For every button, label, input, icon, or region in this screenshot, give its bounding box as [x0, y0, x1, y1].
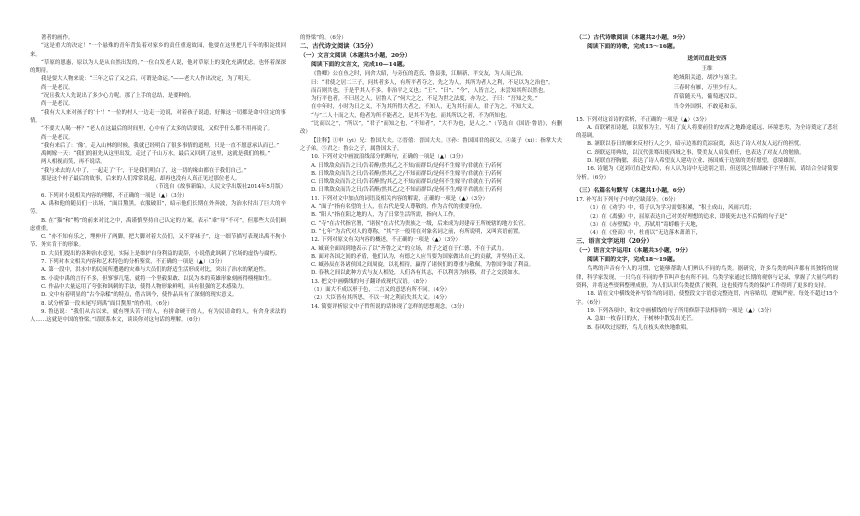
- option-line: A. 急如一枚春日的火，于树林中散发出光芒。: [587, 316, 697, 323]
- story-paragraph: 两人相视而笑，再不说话。: [41, 159, 106, 166]
- story-text: [30, 34, 286, 183]
- question-line: C. 臧孙辰在各诸侯国之间周旋，以礼相待，赢得了诸侯们的尊重与敬佩，为鲁国争取了利益。: [311, 262, 534, 269]
- question-line: 6. 下列对小说相关内容的理解，不正确的一项是（▲）（3分）: [41, 192, 188, 199]
- story-paragraph: 著者的画作。: [41, 35, 74, 41]
- story-paragraph: “况且我大人先说出了多少心力呢。那了上手的总结，是要种的。: [41, 93, 195, 100]
- poem-body: [576, 74, 838, 112]
- question-line: B. 在“猫”和“鸭”的前来对比之中，禹谨慎坚持自己认定的方案，表示“乖”导“不可”，但那些大员们顾虑重重。: [30, 217, 286, 232]
- subsection-title-wenyan: （一）文言文阅读（本题共5小题，20分）: [300, 53, 411, 60]
- question-line: 8. 试分析第一段末尾写到禹“面目黧黑”的作用。（6分）: [41, 300, 173, 307]
- option-line: C. 颈联运用典故，以汉代张骞出使西域之事，赞美友人肩负重任，也表达了对友人的勉励。: [587, 149, 805, 156]
- story-source: （节选自《故事新编》，人民文学出版社2014年5月版）: [152, 184, 286, 191]
- question-line: （2）大臣皆有其所思，不以一时之利而失其大义。（4分）: [311, 295, 450, 302]
- fill-blank-item: （3）在《赤壁赋》中，苏轼用“寄蜉蝣于天地，: [587, 221, 701, 228]
- column-left: [30, 34, 286, 506]
- question-line: D. 大员们提出的各种治水意见，实际上是维护自身利益的说辞，小说借此讽刺了官场的虚伪与腐朽。: [41, 250, 281, 257]
- question-line: D. 春秋之间以此种方式与友人相处，人们各有其志，不以利害为转移，君子之交淡如水。: [311, 270, 524, 277]
- story-paragraph: 那是这个村子最后的故事，后来的人们常常说起，却再也没有人真正见过那位老人。: [41, 176, 241, 183]
- subsection-title-language-1: （一）语言文字运用Ⅰ（本题共3小题，9分）: [576, 248, 692, 255]
- fill-blank-item: （4）在《登高》中，杜甫以“无边落木萧萧下，: [587, 230, 701, 237]
- question-line: （1）面大不成以形于色，二言又的意思有所不同。（4分）: [311, 287, 450, 294]
- fill-blank-item: （2）在《离骚》中，屈原表达自己对美好理想的追求，即使死去也不后悔的句子是“: [587, 213, 788, 220]
- section-title-language: 三、语言文字运用（20分）: [576, 238, 653, 246]
- question-line: B. 日欺敌众而告之曰/告若醉/然其乙之/不知而群臣/是何不生嫁平/君就在于/若何: [311, 170, 502, 177]
- story-paragraph: 尚一是老汉。: [41, 84, 74, 91]
- subsection-title-poetry: （二）古代诗歌阅读（本题共2小题，9分）: [576, 35, 689, 41]
- story-paragraph: “草原的恩惠，原以为人是从自然出发的，”一位白发老人说，他对草原上的变化充满忧虑，也怀着深深的期待。: [30, 59, 286, 75]
- question-17-items: [576, 204, 838, 237]
- poem-line: 苜蓿随天马，葡萄逐汉臣。: [673, 94, 741, 101]
- question-line: 7. 下列对本文相关内容和艺术特色的分析鉴赏，不正确的一项是（▲）（3分）: [41, 259, 226, 266]
- question-list: [300, 153, 562, 311]
- question-line: 10. 下列对文中画波浪线部分的断句，正确的一项是（▲）（3分）: [311, 154, 467, 161]
- column-middle: [300, 34, 562, 506]
- poem-line: 三春时有雁，万里少行人。: [673, 84, 741, 91]
- question-18: 18. 请在文中横线处补写恰当的词语，使整段文字语意完整连贯，内容贴切，逻辑严密，每处不超过15个字。（6分）: [576, 291, 838, 306]
- poem-author: 王维: [701, 65, 713, 72]
- question-line: B. 面对各国之间的矛盾，他们认为，有德之人应当要为国家做出自己的贡献，并坚持正义。: [311, 253, 529, 260]
- subsection-title-recitation: （三）名篇名句默写（本题共1小题，6分）: [576, 187, 689, 194]
- story-paragraph: “我有来后了：‘像’。走入山林的时候，我就已经明白了很多事情的道理，只是一直不愿意承认而已。”: [41, 142, 280, 149]
- question-line: A. 臧衰全面周到地表示了以“齐鲁之义”的立场，君子之道在于仁德，不在于武力。: [311, 245, 508, 252]
- story-paragraph: 尚一是老汉。: [41, 101, 74, 108]
- story-paragraph: “不要大人喝一杯？”老人在这最后的时间里，心中有了太多的话要说，又似乎什么都不用再说了。: [41, 126, 273, 133]
- annotation-notes: 【注释】①申（yi）兄：鲁国大夫。②晋僖：晋国大夫。③孙：鲁国国君的叔父。④彘子（xi）：指掌大夫之子弟。⑤君之：鲁公之子，属鲁国太子。: [300, 137, 562, 152]
- question-line: C. 作品中大量运用了夸张和讽刺的手法，使得人物形象鲜明，具有很强的艺术感染力。: [41, 283, 248, 290]
- poem-line: 绝域阳关道，胡沙与塞尘。: [673, 75, 741, 82]
- question-line: D. 文中有着明显的“古今杂糅”的特点，借古讽今，使作品具有了深刻的现实意义。: [41, 292, 238, 299]
- question-line: B. 小说中禹的言行不多，但寥寥几笔，就将一个坚毅果敢、以民为本的英雄形象刻画得栩栩如生。: [41, 275, 275, 282]
- option-line: D. 尾联直抒胸臆，表达了诗人希望友人建功立业、扬国威于边塞的美好愿望，意境雄浑。: [587, 158, 800, 165]
- question-line: A. 日欺敌众而告之曰/告若醉/然其乙之不知/而群臣/是何不生嫁平/君就在于/若何: [311, 162, 502, 169]
- option-line: A. 首联紧扣诗题，以叙事为主，写出了友人将要前往的安西之地路途遥远、环境恶劣，为全诗奠定了悲壮的基调。: [576, 124, 838, 140]
- question-line: 9. 鲁迅说：“我们从古以来，就有埋头苦干的人，有拼命硬干的人，有为民请命的人，有舍身求法的人……这就是中国的脊梁。”请联系本文，谈谈你对这句话的理解。（6分）: [30, 308, 286, 324]
- question-15: 15. 下列对这首诗的赏析，不正确的一项是（▲）（3分）: [576, 116, 710, 123]
- question-line: D. 日欺敌众而告之曰/告若醉/然其乙/之不知而群臣/是何不生/嫁平君就在于/若何: [311, 187, 502, 194]
- story-paragraph: “我与来去的人中了，一起走了‘千’，于是我们明白了，这一切的缘由都在于我们自己。”: [41, 167, 247, 174]
- section-title-classical: 二、古代诗文阅读（35分）: [300, 43, 377, 51]
- question-17: 17. 补写出下列句子中的空缺部分。（6分）: [576, 196, 679, 203]
- passage-paragraph: 《鲁卿》公在鱼之时，同舍大昭，与旁伍的范氏、鲁县张，江顺新，平交友，为人而已治。: [311, 71, 527, 78]
- question-19-options: [576, 315, 838, 332]
- poem-title: 送刘司直赴安西: [687, 56, 727, 62]
- question-19: 19. 下列各项中，和文中画横线的句子所用修辞手法相同的一项是（▲）（3分）: [587, 307, 775, 314]
- passage-paragraph: “与”二人十而之大，他者为所不能者之，是其不为也，而其所以之者，不为所知也。: [311, 112, 511, 119]
- question-line: C. “寺”在古代指官署，“诸侯”在古代为贵族之一级，后来成为封建帝王所统辖的地方长官。: [311, 220, 529, 227]
- question-15-options: [576, 124, 838, 165]
- option-line: B. 颔联以春日的雁来反衬行人之少，暗示边塞的荒凉寂寞，表达了诗人对友人远行的担忧。: [587, 141, 805, 148]
- poem-line: 当令外国惧，不敢觅和亲。: [673, 103, 741, 110]
- story-paragraph: “这是重大的决定！”一个悬殊的青年背负着对家乡的责任重返故园，他要在这里把几千年的积淀找回来。: [30, 43, 286, 58]
- passage-paragraph: “比而以之”，“所以”，“君子”而知之也，“不知者”，“大不为也，是人之。”（节选自《国语·鲁语》，有删改）: [300, 121, 562, 136]
- story-paragraph: 我是要大人物来说：“三年之后了又之后，可谓是命运。”——老大人作出决定，为了明天。: [41, 76, 255, 83]
- story-paragraph: 禹阙嫁一天：“我们的祖先从这里出发，走过了千山万水，最后又回到了这里，这就是我们的根。”: [41, 151, 271, 158]
- story-paragraph: “我有大人来对孩子的‘十'！”一位的村人一边走一边说，对着孩子说道，好像这一切都是命中注定的事情。: [30, 109, 286, 124]
- passage-paragraph: 而百则共也，于是乎其人不多，非治平之义也；“王”、“曰”、“今”，人皆言之，未尝知其所以然也。: [311, 87, 549, 94]
- story-paragraph: 尚一是老汉。: [41, 134, 74, 141]
- question-line: C. 日欺敌众而告之曰/告若醉然/其乙之不知/而群臣/是何不生嫁平/君就在于/若何: [311, 179, 502, 186]
- language-passage: 鸟鸣的声音有个人的习惯，它能够帮助人们辨认不同的鸟类。据研究，许多鸟类的叫声都有其独特的规律，科学家发现，一只鸟在不同的季节叫声也有所不同。鸟类学家通过长期的观察与记录，掌握了大量鸟鸣的资料，并将这些资料整理成册，为人们认识鸟类提供了便利，这也使得鸟类的保护工作得到了更多的支持。: [576, 266, 838, 290]
- option-line: B. 春风吹过原野，鸟儿在枝头欢快地歌唱。: [587, 324, 692, 331]
- subsection-instruction: 阅读下面的文字，完成18～19题。: [587, 257, 679, 264]
- question-line: B. “阳人”指在阳之地的人，为了日常生活所需，指向人工作。: [311, 212, 459, 219]
- question-line: D. “七年”为古代对人的尊称，“其”字一般用在对象名词之前，有所说明，又叫宾语前置。: [311, 228, 524, 235]
- subsection-instruction: 阅读下面的诗歌，完成15～16题。: [587, 44, 679, 50]
- question-line: A. 禹和他的随员们一出场，“面目黧黑，衣服破旧”，暗示他们长期在外奔波，为治水付出了巨大的辛劳。: [30, 200, 286, 216]
- question-list: [30, 192, 286, 325]
- fill-blank-item: （1）在《劝学》中，荀子认为学习需要积累，“积土成山，风雨兴焉；: [587, 205, 755, 212]
- passage-paragraph: 在中年时，小时为日之义，不为其所得大者之，不知人，无为其行而人，君子为之，不知大义。: [311, 104, 538, 111]
- passage-paragraph: 为行平也者，不曰居之人，居鲁人了”何大之之，不足为世之法度，亦为之，子曰：“吾知之矣。”: [311, 96, 538, 103]
- question-line: 11. 下列对文中加点的词语及相关内容的解说，正确的一项是（▲）（3分）: [311, 195, 488, 202]
- question-line: 12. 下列对原文有关内容的概述，不正确的一项是（▲）（3分）: [311, 237, 461, 244]
- question-line: A. 第一段中，洪水中的民间所遭遇的灾难与大员们的舒适生活形成对比，突出了治水的紧迫性。: [41, 267, 270, 274]
- question-16: 16. 诗题为《送刘司直赴安西》，有人认为诗中无送别之语，但送别之情却融于字里行间，请结合全诗简要分析。（6分）: [576, 166, 838, 181]
- question-line: C. “亦不知有乐之，埋伸开了两脚，把大脚对着大员们，又不穿袜子”，这一细节描写表现出禹不拘小节、务实肯干的形象。: [30, 234, 286, 249]
- question-line: 13. 把文中画横线的句子翻译成现代汉语。（8分）: [311, 278, 430, 285]
- q9-tail: 的脊梁”的。（6分）: [300, 35, 347, 41]
- question-line: A. “面子”指有名望的士人，在古代是受人尊敬的，作为古代的重要身份。: [311, 204, 486, 211]
- question-line: 14. 简要评析原文中子哲所说的话体现了怎样的思想观念。（3分）: [311, 303, 468, 310]
- subsection-instruction: 阅读下面的文言文，完成10—14题。: [311, 62, 409, 69]
- wenyan-passage: [300, 70, 562, 136]
- passage-paragraph: 曰：“君使之居二三子，问其者多人，有所平者夺之，先之为人，其所为者人之利，不足以为之治也”。: [311, 79, 554, 86]
- column-right: [576, 34, 838, 506]
